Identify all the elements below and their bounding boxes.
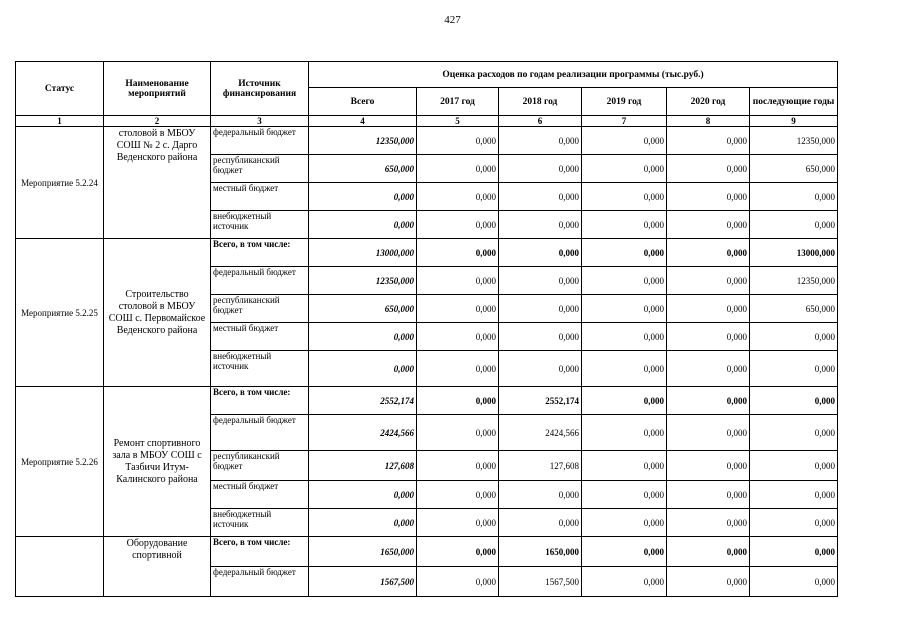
value-cell-total: 0,000	[309, 211, 417, 239]
value-cell-y2019: 0,000	[582, 509, 667, 537]
value-cell-y2017: 0,000	[417, 451, 499, 481]
value-cell-next: 0,000	[750, 481, 838, 509]
value-cell-y2020: 0,000	[667, 451, 750, 481]
funding-source-cell: республиканский бюджет	[211, 155, 309, 183]
section-total-row	[16, 239, 838, 267]
value-cell-y2017: 0,000	[417, 481, 499, 509]
value-cell-y2017: 0,000	[417, 351, 499, 387]
column-index: 1	[16, 116, 104, 127]
event-name-cell: Строительство столовой в МБОУ СОШ с. Первомайское Веденского района	[104, 239, 211, 387]
value-cell-y2020: 0,000	[667, 155, 750, 183]
value-cell-y2019: 0,000	[582, 211, 667, 239]
funding-source-cell: местный бюджет	[211, 183, 309, 211]
value-cell-y2017: 0,000	[417, 211, 499, 239]
value-cell-total: 12350,000	[309, 127, 417, 155]
value-cell-y2019: 0,000	[582, 239, 667, 267]
value-cell-y2018: 0,000	[499, 295, 582, 323]
value-cell-y2018: 0,000	[499, 183, 582, 211]
table-row	[16, 127, 838, 155]
value-cell-y2017: 0,000	[417, 239, 499, 267]
value-cell-y2019: 0,000	[582, 323, 667, 351]
column-index: 2	[104, 116, 211, 127]
value-cell-y2020: 0,000	[667, 295, 750, 323]
value-cell-total: 2552,174	[309, 387, 417, 415]
value-cell-y2019: 0,000	[582, 415, 667, 451]
value-cell-y2017: 0,000	[417, 415, 499, 451]
value-cell-y2019: 0,000	[582, 387, 667, 415]
value-cell-y2018: 0,000	[499, 127, 582, 155]
value-cell-total: 1567,500	[309, 567, 417, 597]
value-cell-y2018: 0,000	[499, 509, 582, 537]
funding-source-cell: Всего, в том числе:	[211, 239, 309, 267]
column-index: 3	[211, 116, 309, 127]
funding-source-cell: Всего, в том числе:	[211, 537, 309, 567]
event-name-cell: Оборудование спортивной	[104, 537, 211, 597]
column-index-row	[16, 116, 838, 127]
value-cell-y2018: 0,000	[499, 239, 582, 267]
header-total: Всего	[309, 88, 417, 116]
value-cell-y2019: 0,000	[582, 481, 667, 509]
header-status: Статус	[16, 62, 104, 116]
column-index: 8	[667, 116, 750, 127]
funding-source-cell: местный бюджет	[211, 481, 309, 509]
header-2018: 2018 год	[499, 88, 582, 116]
status-cell: Мероприятие 5.2.25	[16, 239, 104, 387]
value-cell-y2018: 0,000	[499, 267, 582, 295]
value-cell-y2020: 0,000	[667, 127, 750, 155]
header-estimate: Оценка расходов по годам реализации программы (тыс.руб.)	[309, 62, 838, 88]
value-cell-next: 0,000	[750, 351, 838, 387]
value-cell-next: 0,000	[750, 509, 838, 537]
value-cell-y2019: 0,000	[582, 451, 667, 481]
value-cell-y2019: 0,000	[582, 155, 667, 183]
value-cell-y2020: 0,000	[667, 537, 750, 567]
value-cell-next: 12350,000	[750, 127, 838, 155]
value-cell-y2019: 0,000	[582, 351, 667, 387]
funding-source-cell: федеральный бюджет	[211, 567, 309, 597]
value-cell-total: 2424,566	[309, 415, 417, 451]
value-cell-y2017: 0,000	[417, 295, 499, 323]
event-name-cell: Ремонт спортивного зала в МБОУ СОШ с Тазбичи Итум-Калинского района	[104, 387, 211, 537]
value-cell-next: 0,000	[750, 183, 838, 211]
value-cell-total: 650,000	[309, 295, 417, 323]
status-cell: Мероприятие 5.2.26	[16, 387, 104, 537]
status-cell	[16, 537, 104, 597]
value-cell-total: 0,000	[309, 481, 417, 509]
header-name: Наименование мероприятий	[104, 62, 211, 116]
value-cell-y2020: 0,000	[667, 509, 750, 537]
header-source: Источник финансирования	[211, 62, 309, 116]
value-cell-total: 127,608	[309, 451, 417, 481]
funding-source-cell: внебюджетный источник	[211, 509, 309, 537]
value-cell-y2020: 0,000	[667, 415, 750, 451]
value-cell-y2018: 0,000	[499, 211, 582, 239]
value-cell-y2017: 0,000	[417, 155, 499, 183]
value-cell-y2019: 0,000	[582, 295, 667, 323]
value-cell-y2017: 0,000	[417, 537, 499, 567]
value-cell-total: 1650,000	[309, 537, 417, 567]
value-cell-y2020: 0,000	[667, 481, 750, 509]
value-cell-total: 0,000	[309, 351, 417, 387]
value-cell-y2017: 0,000	[417, 127, 499, 155]
table-header	[16, 62, 838, 116]
funding-source-cell: федеральный бюджет	[211, 415, 309, 451]
column-index: 5	[417, 116, 499, 127]
budget-table	[15, 61, 838, 597]
value-cell-next: 0,000	[750, 211, 838, 239]
value-cell-y2019: 0,000	[582, 267, 667, 295]
funding-source-cell: республиканский бюджет	[211, 295, 309, 323]
value-cell-y2020: 0,000	[667, 183, 750, 211]
funding-source-cell: внебюджетный источник	[211, 351, 309, 387]
page-number: 427	[444, 14, 461, 26]
event-name-cell: столовой в МБОУ СОШ № 2 с. Дарго Веденского района	[104, 127, 211, 239]
value-cell-next: 0,000	[750, 537, 838, 567]
value-cell-y2017: 0,000	[417, 323, 499, 351]
value-cell-next: 650,000	[750, 295, 838, 323]
value-cell-y2019: 0,000	[582, 537, 667, 567]
value-cell-y2019: 0,000	[582, 127, 667, 155]
table-body	[16, 116, 838, 597]
status-cell: Мероприятие 5.2.24	[16, 127, 104, 239]
value-cell-y2017: 0,000	[417, 387, 499, 415]
value-cell-total: 650,000	[309, 155, 417, 183]
value-cell-total: 0,000	[309, 183, 417, 211]
funding-source-cell: федеральный бюджет	[211, 267, 309, 295]
value-cell-next: 0,000	[750, 415, 838, 451]
header-next-years: последующие годы	[750, 88, 838, 116]
section-total-row	[16, 537, 838, 567]
value-cell-y2020: 0,000	[667, 239, 750, 267]
value-cell-next: 0,000	[750, 387, 838, 415]
column-index: 7	[582, 116, 667, 127]
value-cell-y2018: 2424,566	[499, 415, 582, 451]
funding-source-cell: внебюджетный источник	[211, 211, 309, 239]
value-cell-y2018: 0,000	[499, 351, 582, 387]
value-cell-y2020: 0,000	[667, 267, 750, 295]
value-cell-y2018: 0,000	[499, 155, 582, 183]
value-cell-y2019: 0,000	[582, 183, 667, 211]
value-cell-y2019: 0,000	[582, 567, 667, 597]
value-cell-y2018: 127,608	[499, 451, 582, 481]
value-cell-y2017: 0,000	[417, 509, 499, 537]
value-cell-next: 0,000	[750, 567, 838, 597]
header-2020: 2020 год	[667, 88, 750, 116]
section-total-row	[16, 387, 838, 415]
value-cell-y2020: 0,000	[667, 387, 750, 415]
value-cell-y2017: 0,000	[417, 267, 499, 295]
value-cell-y2018: 0,000	[499, 481, 582, 509]
funding-source-cell: республиканский бюджет	[211, 451, 309, 481]
funding-source-cell: федеральный бюджет	[211, 127, 309, 155]
value-cell-y2020: 0,000	[667, 323, 750, 351]
funding-source-cell: местный бюджет	[211, 323, 309, 351]
value-cell-total: 0,000	[309, 323, 417, 351]
value-cell-total: 13000,000	[309, 239, 417, 267]
value-cell-y2018: 0,000	[499, 323, 582, 351]
value-cell-next: 650,000	[750, 155, 838, 183]
value-cell-next: 0,000	[750, 451, 838, 481]
value-cell-next: 12350,000	[750, 267, 838, 295]
value-cell-total: 12350,000	[309, 267, 417, 295]
value-cell-next: 13000,000	[750, 239, 838, 267]
value-cell-y2020: 0,000	[667, 211, 750, 239]
value-cell-y2018: 2552,174	[499, 387, 582, 415]
column-index: 9	[750, 116, 838, 127]
value-cell-y2017: 0,000	[417, 183, 499, 211]
value-cell-total: 0,000	[309, 509, 417, 537]
header-2017: 2017 год	[417, 88, 499, 116]
value-cell-y2018: 1650,000	[499, 537, 582, 567]
value-cell-y2017: 0,000	[417, 567, 499, 597]
column-index: 4	[309, 116, 417, 127]
value-cell-next: 0,000	[750, 323, 838, 351]
value-cell-y2018: 1567,500	[499, 567, 582, 597]
value-cell-y2020: 0,000	[667, 351, 750, 387]
value-cell-y2020: 0,000	[667, 567, 750, 597]
column-index: 6	[499, 116, 582, 127]
funding-source-cell: Всего, в том числе:	[211, 387, 309, 415]
header-2019: 2019 год	[582, 88, 667, 116]
